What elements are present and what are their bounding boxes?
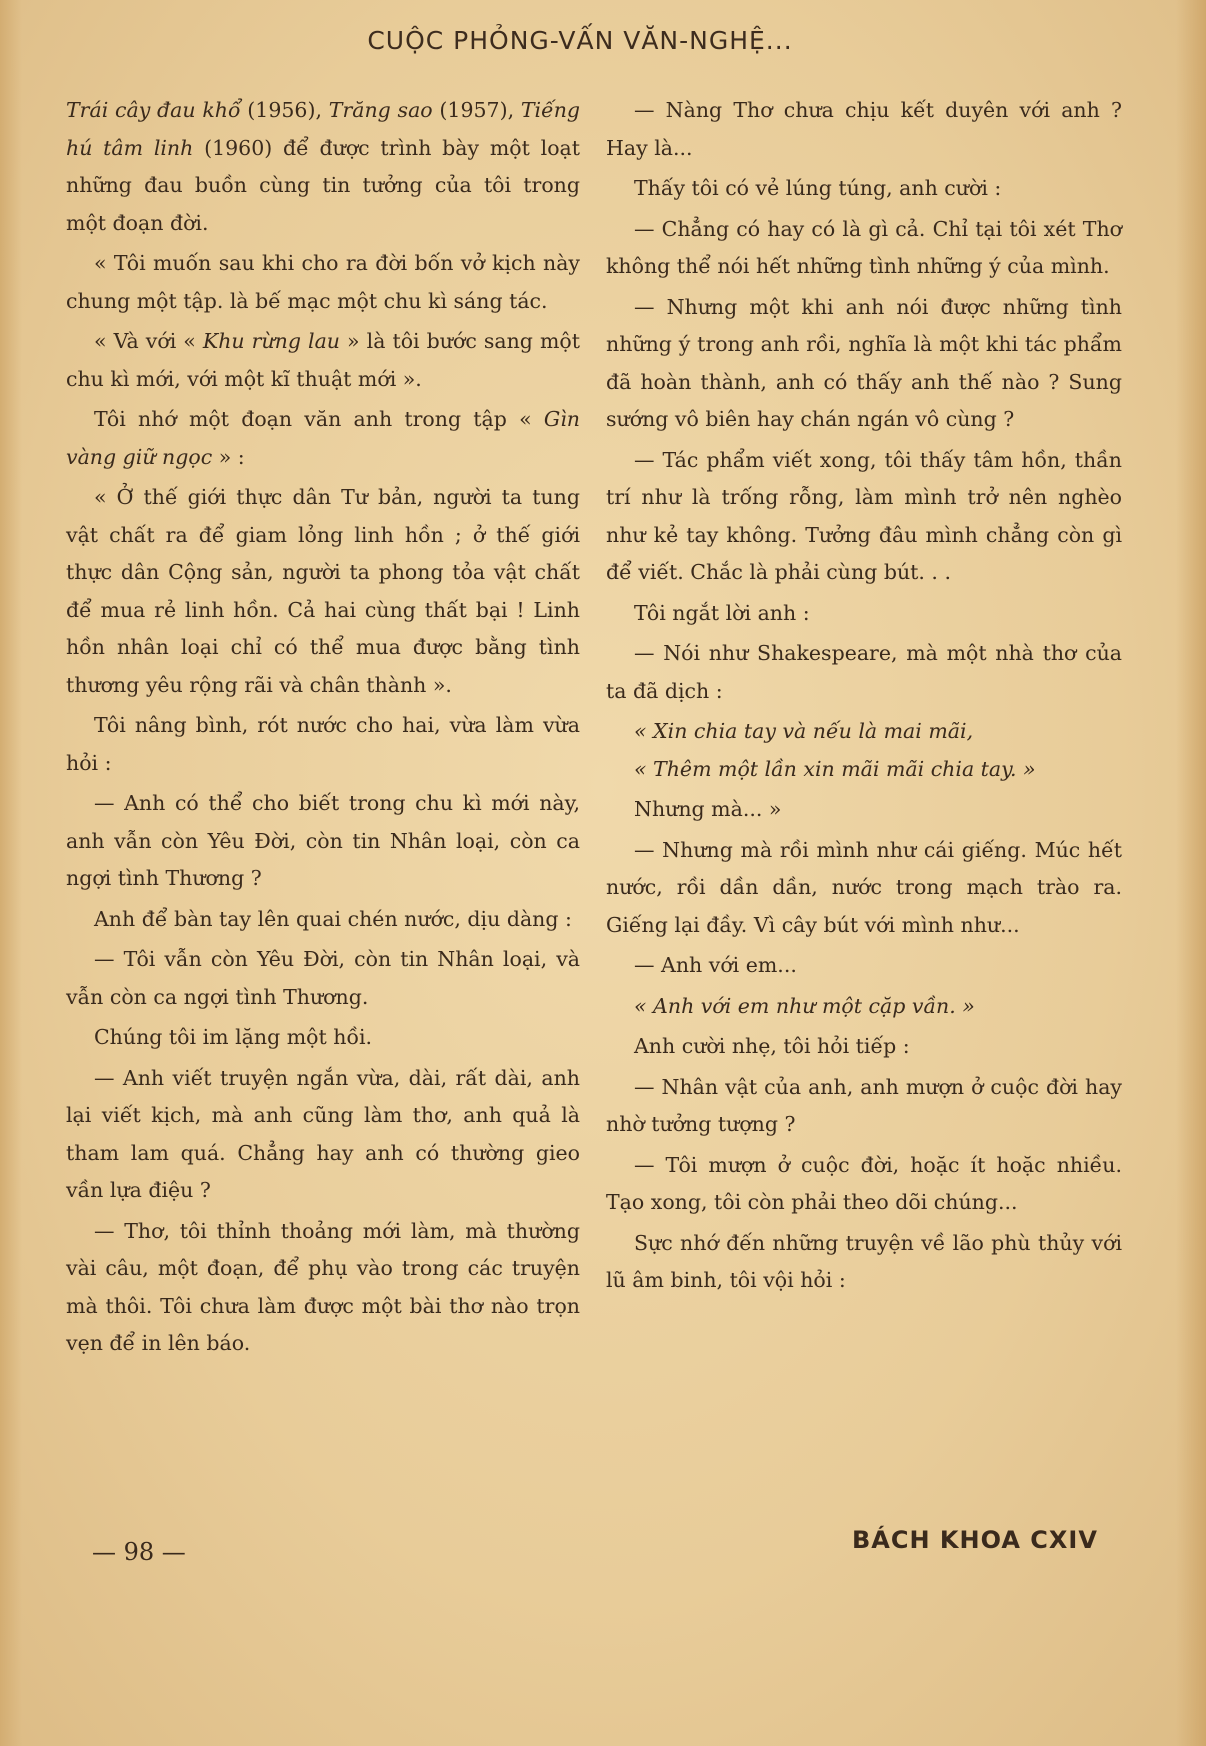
running-header: CUỘC PHỎNG-VẤN VĂN-NGHỆ... [367,26,793,55]
dialogue-line: — Thơ, tôi thỉnh thoảng mới làm, mà thường vài câu, một đoạn, để phụ vào trong các truyện mà thôi. Tôi chưa làm được một bài thơ nào trọn vẹn để in lên báo. [66,1218,580,1355]
paragraph: Thấy tôi có vẻ lúng túng, anh cười : [634,176,1002,200]
poem-line: « Thêm một lần xin mãi mãi chia tay. » [634,756,1036,781]
paragraph: Anh cười nhẹ, tôi hỏi tiếp : [634,1034,910,1058]
left-column [66,92,580,1363]
text-run: (1956), [240,98,329,122]
book-title: Khu rừng lau [202,329,341,353]
book-title: Gìn vàng giữ ngọc [66,407,580,469]
book-title: Tiếng hú tâm linh [66,98,581,160]
text-run: » là tôi bước sang một chu kì mới, với một kĩ thuật mới ». [66,329,580,391]
paragraph: Sực nhớ đến những truyện về lão phù thủy với lũ âm binh, tôi vội hỏi : [606,1230,1122,1292]
paragraph: Tôi ngắt lời anh : [634,600,810,625]
paragraph: Chúng tôi im lặng một hồi. [94,1025,373,1049]
dialogue-line: — Nhưng mà rồi mình như cái giếng. Múc hết nước, rồi dần dần, nước trong mạch trào ra. Giếng lại đầy. Vì cây bút với mình như... [606,837,1122,937]
book-title: Trái cây đau khổ [66,98,241,122]
paragraph: « Tôi muốn sau khi cho ra đời bốn vở kịch này chung một tập. là bế mạc một chu kì sáng tác. [66,251,580,313]
text-run: Tôi nhớ một đoạn văn anh trong tập « [94,407,544,431]
page-edge-right [1176,0,1206,1746]
dialogue-line: — Anh có thể cho biết trong chu kì mới này, anh vẫn còn Yêu Đời, còn tin Nhân loại, còn ca ngợi tình Thương ? [66,791,580,890]
poem-line: « Anh với em như một cặp vần. » [634,993,975,1018]
text-run: (1960) để được trình bày một loạt những đau buồn cùng tin tưởng của tôi trong một đoạn đời. [66,135,581,235]
paragraph: Anh để bàn tay lên quai chén nước, dịu dàng : [94,906,572,931]
paragraph: Nhưng mà... » [634,797,782,821]
paragraph [66,401,580,476]
page-number: — 98 — [92,1538,186,1566]
page-edge-left [0,0,22,1746]
quoted-passage: « Ở thế giới thực dân Tư bản, người ta tung vật chất ra để giam lỏng linh hồn ; ở thế giới thực dân Cộng sản, người ta phong tỏa vật chất để mua rẻ linh hồn. Cả hai cùng thất bại ! Linh hồn nhân loại chỉ có thể mua được bằng tình thương yêu rộng rãi và chân thành ». [66,485,580,697]
dialogue-line: — Nói như Shakespeare, mà một nhà thơ của ta đã dịch : [606,641,1122,703]
book-title: Trăng sao [328,98,433,122]
text-run: « Và với « [94,329,203,353]
dialogue-line: — Nhân vật của anh, anh mượn ở cuộc đời hay nhờ tưởng tượng ? [606,1074,1122,1136]
dialogue-line: — Tôi mượn ở cuộc đời, hoặc ít hoặc nhiều. Tạo xong, tôi còn phải theo dõi chúng... [606,1152,1122,1214]
paragraph: Tôi nâng bình, rót nước cho hai, vừa làm vừa hỏi : [66,713,580,775]
dialogue-line: — Chẳng có hay có là gì cả. Chỉ tại tôi xét Thơ không thể nói hết những tình những ý của mình. [606,216,1122,278]
dialogue-line: — Tôi vẫn còn Yêu Đời, còn tin Nhân loại, và vẫn còn ca ngợi tình Thương. [66,947,580,1009]
dialogue-line: — Nàng Thơ chưa chịu kết duyên với anh ? Hay là... [606,98,1122,160]
dialogue-line: — Anh với em... [634,953,797,977]
paragraph [66,323,580,398]
right-column [606,92,1122,1300]
paragraph [66,92,580,242]
dialogue-line: — Nhưng một khi anh nói được những tình những ý trong anh rồi, nghĩa là một khi tác phẩm đã hoàn thành, anh có thấy anh thế nào ? Sung sướng vô biên hay chán ngán vô cùng ? [606,294,1122,431]
dialogue-line: — Tác phẩm viết xong, tôi thấy tâm hồn, thần trí như là trống rỗng, làm mình trở nên nghèo như kẻ tay không. Tưởng đâu mình chẳng còn gì để viết. Chắc là phải cùng bút. . . [606,447,1122,584]
text-run: » : [212,444,245,469]
dialogue-line: — Anh viết truyện ngắn vừa, dài, rất dài, anh lại viết kịch, mà anh cũng làm thơ, anh quả là tham lam quá. Chẳng hay anh có thường gieo vần lựa điệu ? [66,1065,580,1202]
poem-line: « Xin chia tay và nếu là mai mãi, [634,719,974,743]
text-run: (1957), [432,98,521,122]
magazine-footer: BÁCH KHOA CXIV [852,1526,1098,1554]
